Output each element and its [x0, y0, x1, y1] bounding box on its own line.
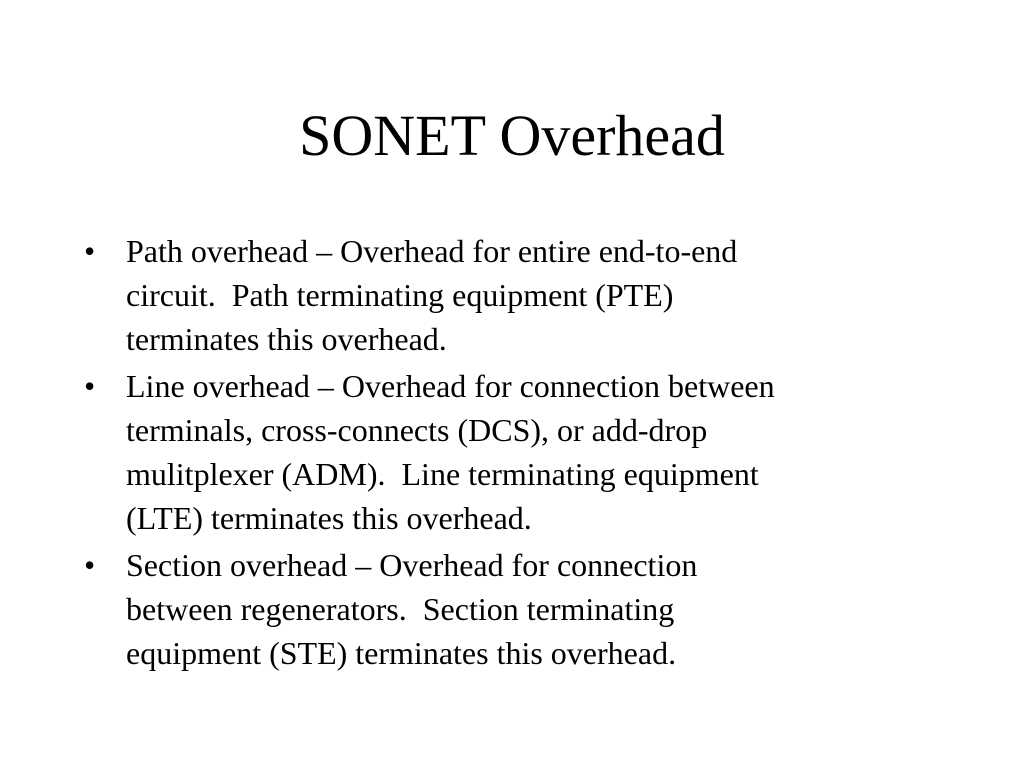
bullet-line: Line overhead – Overhead for connection between: [126, 368, 775, 404]
bullet-line: terminates this overhead.: [126, 321, 447, 357]
slide-title: SONET Overhead: [299, 103, 725, 168]
bullet-item-section-overhead: [84, 543, 964, 675]
bullet-line: between regenerators. Section terminating: [126, 591, 675, 627]
bullet-line: Path overhead – Overhead for entire end-to-end: [126, 233, 738, 269]
bullet-line: mulitplexer (ADM). Line terminating equipment: [126, 456, 759, 492]
bullet-item-line-overhead: [84, 364, 964, 540]
bullet-line: circuit. Path terminating equipment (PTE): [126, 277, 674, 313]
bullet-line: Section overhead – Overhead for connection: [126, 547, 698, 583]
bullet-item-path-overhead: [84, 229, 964, 361]
bullet-line: equipment (STE) terminates this overhead.: [126, 635, 677, 671]
bullet-marker: •: [84, 233, 96, 269]
bullet-list: [84, 229, 964, 678]
bullet-line: terminals, cross-connects (DCS), or add-drop: [126, 412, 708, 448]
bullet-line: (LTE) terminates this overhead.: [126, 500, 532, 536]
bullet-marker: •: [84, 368, 96, 404]
bullet-marker: •: [84, 547, 96, 583]
